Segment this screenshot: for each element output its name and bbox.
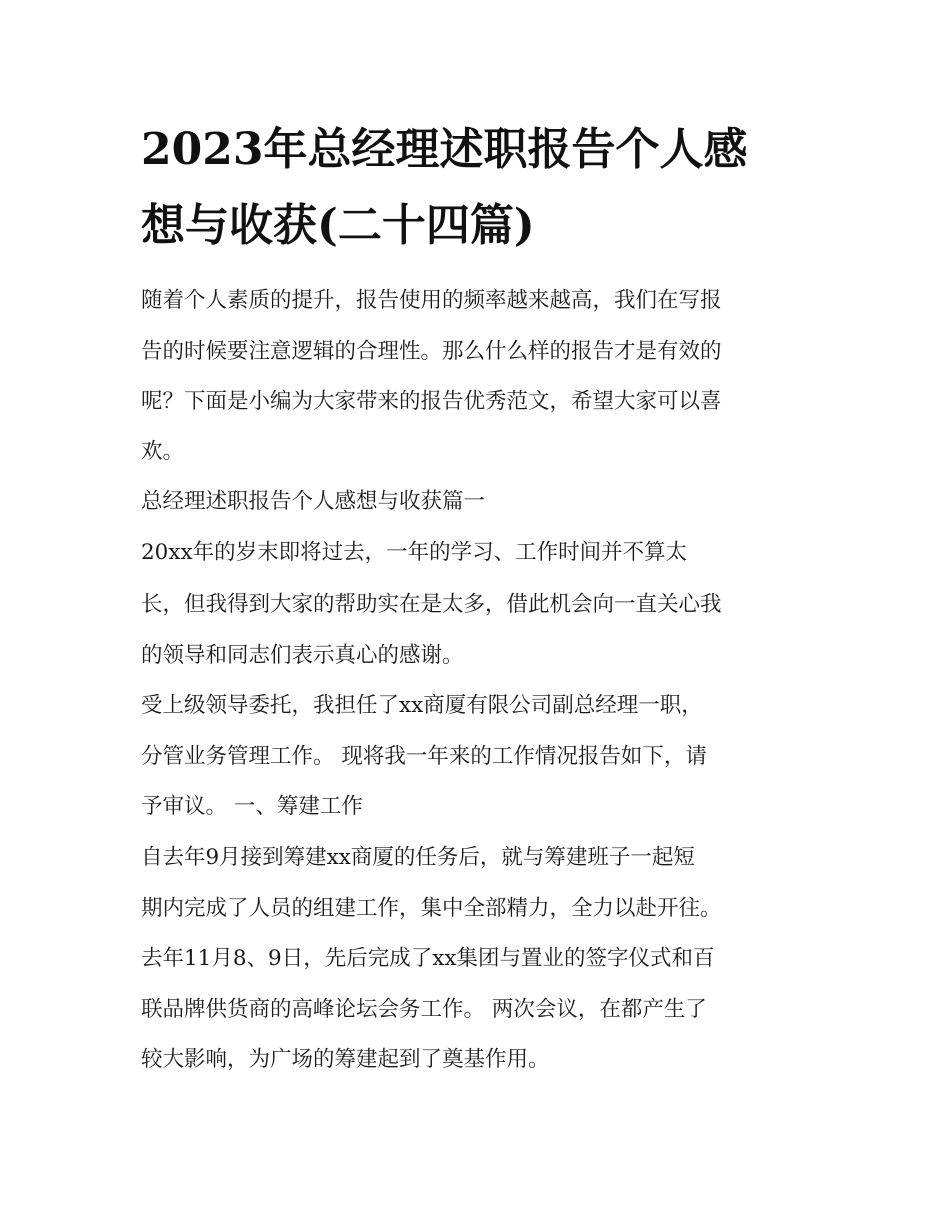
title-line-1: 2023年总经理述职报告个人感: [141, 124, 748, 175]
section-heading: 总经理述职报告个人感想与收获篇一: [141, 489, 486, 514]
paragraph-line: 呢？下面是小编为大家带来的报告优秀范文，希望大家可以喜: [141, 389, 722, 414]
paragraph-line: 较大影响，为广场的筹建起到了奠基作用。: [141, 1047, 550, 1072]
paragraph-line: 联品牌供货商的高峰论坛会务工作。 两次会议，在都产生了: [141, 997, 707, 1022]
paragraph-line: 予审议。 一、筹建工作: [141, 794, 363, 819]
paragraph-line: 分管业务管理工作。 现将我一年来的工作情况报告如下，请: [141, 744, 707, 769]
paragraph-line: 受上级领导委托，我担任了xx商厦有限公司副总经理一职，: [141, 693, 703, 718]
title-line-2: 想与收获(二十四篇): [141, 200, 535, 251]
paragraph-line: 的领导和同志们表示真心的感谢。: [141, 643, 464, 668]
paragraph-line: 20xx年的岁末即将过去，一年的学习、工作时间并不算太: [141, 540, 688, 565]
paragraph-line: 长，但我得到大家的帮助实在是太多，借此机会向一直关心我: [141, 592, 722, 617]
paragraph-line: 去年11月8、9日，先后完成了xx集团与置业的签字仪式和百: [141, 946, 715, 971]
paragraph-line: 告的时候要注意逻辑的合理性。那么什么样的报告才是有效的: [141, 339, 722, 364]
paragraph-line: 随着个人素质的提升，报告使用的频率越来越高，我们在写报: [141, 288, 722, 313]
document-title: [141, 112, 831, 264]
paragraph-line: 欢。: [141, 439, 185, 464]
paragraph-line: 期内完成了人员的组建工作，集中全部精力，全力以赴开往。: [141, 896, 722, 921]
paragraph-line: 自去年9月接到筹建xx商厦的任务后，就与筹建班子一起短: [141, 845, 695, 870]
